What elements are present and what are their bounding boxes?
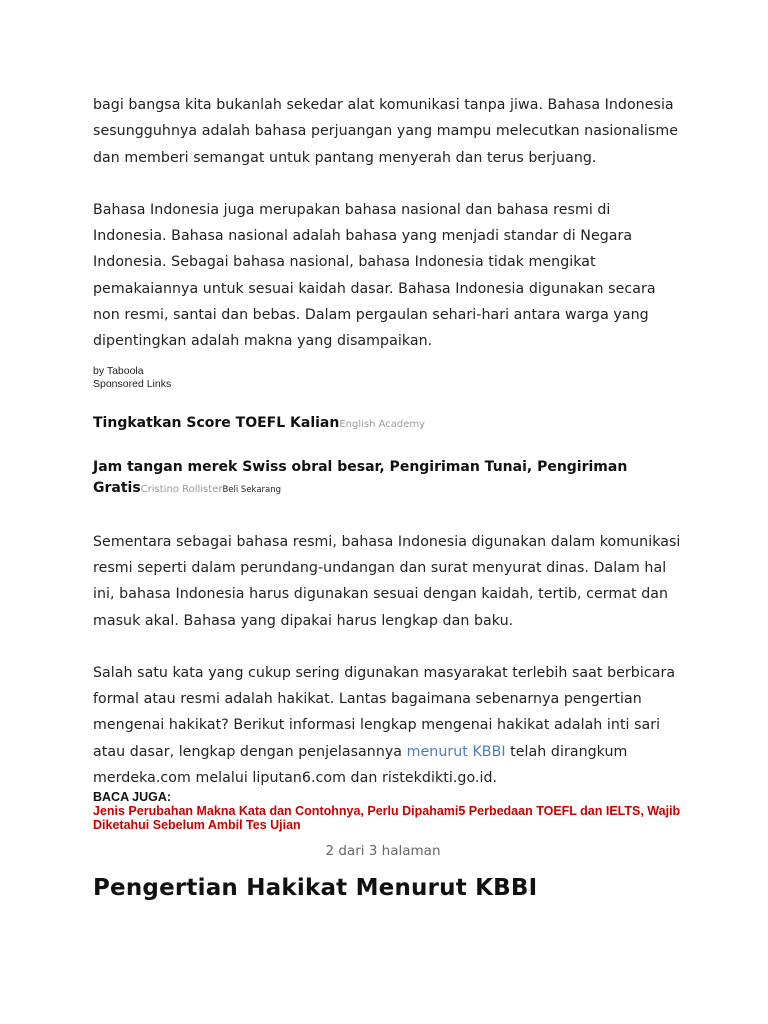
sponsored-ad-2[interactable] <box>93 457 683 501</box>
ad-source[interactable]: English Academy <box>339 418 426 430</box>
related-article-link[interactable]: 5 Perbedaan TOEFL dan IELTS, Wajib Diketahui Sebelum Ambil Tes Ujian <box>93 804 681 833</box>
ad-cta-button[interactable]: Beli Sekarang <box>222 484 282 495</box>
kbbi-link[interactable]: menurut KBBI <box>406 743 506 760</box>
related-article-link[interactable]: Jenis Perubahan Makna Kata dan Contohnya, Perlu Dipahami <box>93 804 459 819</box>
article-body <box>93 92 683 901</box>
paragraph-4-text-b: telah dirangkum merdeka.com melalui liputan6.com dan ristekdikti.go.id. <box>93 743 628 787</box>
ad-source[interactable]: Cristino Rollister <box>140 483 223 495</box>
ad-title[interactable]: Tingkatkan Score TOEFL Kalian <box>93 414 340 431</box>
taboola-by-label[interactable]: by Taboola <box>93 364 144 377</box>
paragraph-4-text-a: Salah satu kata yang cukup sering digunakan masyarakat terlebih saat berbicara formal atau resmi adalah hakikat. Lantas bagaimana sebenarnya pengertian mengenai hakikat? Berikut informasi lengkap mengenai hakikat adalah inti sari atau dasar, lengkap dengan penjelasannya <box>93 664 676 760</box>
paragraph-1: bagi bangsa kita bukanlah sekedar alat komunikasi tanpa jiwa. Bahasa Indonesia sesungguhnya adalah bahasa perjuangan yang mampu melecutkan nasionalisme dan memberi semangat untuk pantang menyerah dan terus berjuang. <box>93 97 678 166</box>
section-heading: Pengertian Hakikat Menurut KBBI <box>93 875 538 902</box>
taboola-block <box>93 365 683 391</box>
page-indicator: 2 dari 3 halaman <box>325 843 441 860</box>
paragraph-4 <box>93 660 683 791</box>
sponsored-links-label[interactable]: Sponsored Links <box>93 377 172 390</box>
paragraph-2: Bahasa Indonesia juga merupakan bahasa nasional dan bahasa resmi di Indonesia. Bahasa nasional adalah bahasa yang menjadi standar di Negara Indonesia. Sebagai bahasa nasional, bahasa Indonesia tidak mengikat pemakaiannya untuk sesuai kaidah dasar. Bahasa Indonesia digunakan secara non resmi, santai dan bebas. Dalam pergaulan sehari-hari antara warga yang dipentingkan adalah makna yang disampaikan. <box>93 201 656 350</box>
sponsored-ad-1[interactable] <box>93 413 683 435</box>
baca-juga-links <box>93 804 683 832</box>
baca-juga-label: BACA JUGA: <box>93 790 172 805</box>
ad-title[interactable]: Jam tangan merek Swiss obral besar, Pengiriman Tunai, Pengiriman Gratis <box>93 458 628 496</box>
paragraph-3: Sementara sebagai bahasa resmi, bahasa Indonesia digunakan dalam komunikasi resmi seperti dalam perundang-undangan dan surat menyurat dinas. Dalam hal ini, bahasa Indonesia harus digunakan sesuai dengan kaidah, tertib, cermat dan masuk akal. Bahasa yang dipakai harus lengkap dan baku. <box>93 533 681 629</box>
